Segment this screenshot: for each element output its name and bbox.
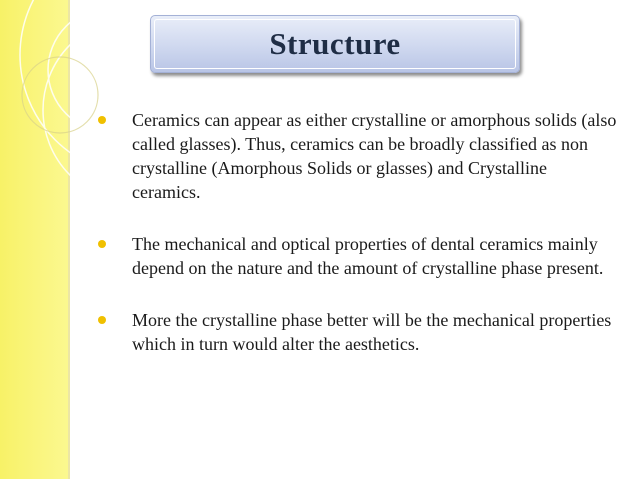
bullet-item-2 [98,232,618,280]
bullet-text-1: Ceramics can appear as either crystalline or amorphous solids (also called glasses). Thus, ceramics can be broadly classified as non crystalline (Amorphous Solids or glasses) and Crystalline ceramics. [132,110,617,202]
bullet-item-1 [98,108,618,204]
bullet-text-3: More the crystalline phase better will be the mechanical properties which in turn would alter the aesthetics. [132,310,612,354]
bullet-item-3 [98,308,618,356]
bullet-list [98,108,618,356]
bullet-icon [98,116,106,124]
slide-title: Structure [269,26,401,61]
title-banner-inner [154,19,516,69]
deco-arc-shadow [22,57,98,133]
bullet-text-2: The mechanical and optical properties of dental ceramics mainly depend on the nature and the amount of crystalline phase present. [132,234,604,278]
title-banner [150,15,520,73]
bullet-icon [98,316,106,324]
bullet-icon [98,240,106,248]
